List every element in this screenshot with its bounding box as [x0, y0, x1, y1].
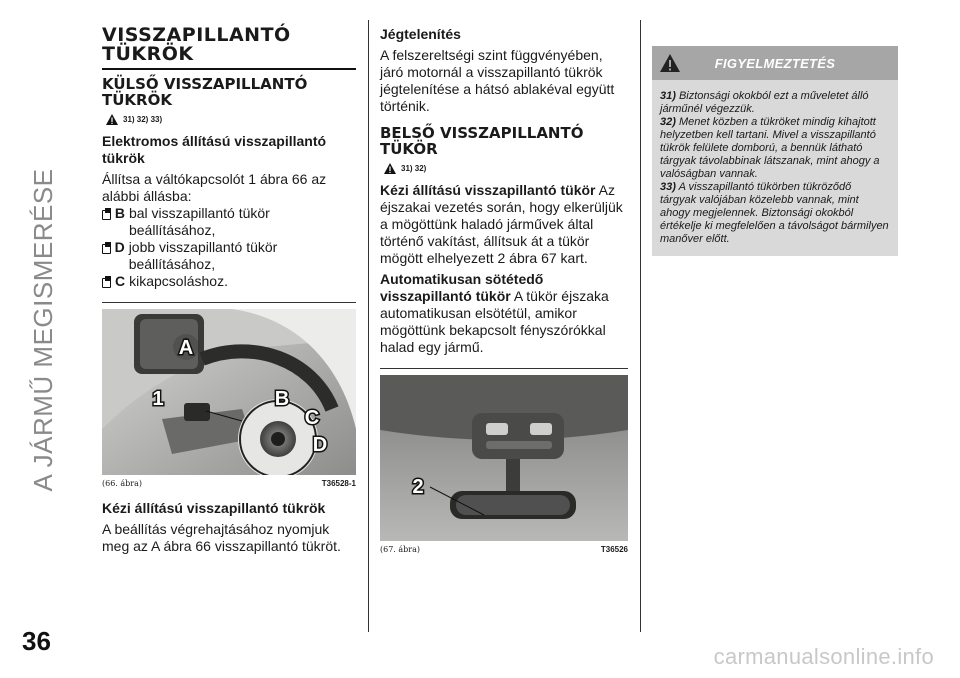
figure-66-photo [102, 309, 356, 475]
square-bullet-icon [102, 242, 111, 253]
figure-label-a: A [178, 337, 194, 359]
side-section-title: A JÁRMŰ MEGISMERÉSE [28, 168, 58, 492]
bullet-item: D jobb visszapillantó tükör beállításához, [102, 239, 356, 273]
figure-67-photo [380, 375, 628, 541]
column-divider-1 [368, 20, 369, 632]
section-title-defrost: Jégtelenítés [380, 26, 461, 42]
warning-box-body [652, 80, 898, 256]
warning-triangle-icon [384, 163, 396, 174]
warning-box-header [652, 46, 898, 80]
figure-label-c: C [304, 407, 320, 429]
warning-item: 33) A visszapillantó tükörben tükröződő tárgyak valójában közelebb vannak, mint ahogy megjelennek. Biztonsági okokból értékelje ki megfelelően a távolságot bármilyen manőver előtt. [660, 181, 889, 245]
warning-title: FIGYELMEZTETÉS [714, 55, 836, 71]
sub-heading-internal-mirror: BELSŐ VISSZAPILLANTÓ TÜKÖR [380, 124, 584, 158]
watermark: carmanualsonline.info [713, 644, 934, 669]
figure-label-b: B [274, 388, 290, 410]
warning-triangle-icon [106, 114, 118, 125]
warning-item: 32) Menet közben a tükröket mindig kihajtott helyzetben kell tartani. Mivel a visszapillantó tükrök felülete domború, a bennük látható tárgyak távolabbinak látszanak, mint ahogy a valóságban vannak. [660, 116, 880, 180]
warning-reference: 31) 32) [384, 163, 628, 174]
column-left [102, 26, 356, 555]
square-bullet-icon [102, 276, 111, 287]
bullet-item: B bal visszapillantó tükör beállításához, [102, 205, 356, 239]
column-divider-2 [640, 20, 641, 632]
figure-label-2: 2 [412, 476, 424, 498]
figure-67-caption: (67. ábra) T36526 [380, 545, 628, 554]
sub-heading-external-mirrors: KÜLSŐ VISSZAPILLANTÓ TÜKRÖK [102, 75, 308, 109]
section-title-electric: Elektromos állítású visszapillantó tükrök [102, 133, 327, 166]
auto-mirror-paragraph: Automatikusan sötétedő visszapillantó tükör A tükör éjszaka automatikusan elsötétül, amikor mögöttünk bekapcsolt fényszórókkal halad egy jármű. [380, 271, 609, 355]
section-title-manual: Kézi állítású visszapillantó tükrök [102, 500, 326, 516]
manual-text: A beállítás végrehajtásához nyomjuk meg az A ábra 66 visszapillantó tükröt. [102, 521, 341, 554]
figure-label-1: 1 [152, 388, 164, 410]
warning-reference: 31) 32) 33) [106, 114, 356, 125]
figure-66-caption: (66. ábra) T36528-1 [102, 479, 356, 488]
square-bullet-icon [102, 208, 111, 219]
page-number: 36 [22, 626, 51, 656]
figure-66 [102, 302, 356, 488]
column-middle [380, 26, 628, 554]
main-heading: VISSZAPILLANTÓ TÜKRÖK [102, 24, 291, 65]
intro-text: Állítsa a váltókapcsolót 1 ábra 66 az alábbi állásba: [102, 171, 327, 204]
defrost-text: A felszereltségi szint függvényében, járó motornál a visszapillantó tükrök jégtelenítése a hátsó ablakéval együtt történik. [380, 47, 615, 114]
manual-mirror-paragraph: Kézi állítású visszapillantó tükör Az éjszakai vezetés során, hogy elkerüljük a mögöttünk haladó járművek által történő vakítást, állítsuk át a tükör mögött elhelyezett 2 ábra 67 kart. [380, 182, 623, 266]
figure-label-d: D [312, 434, 328, 456]
heading-rule [102, 68, 356, 70]
warning-item: 31) Biztonsági okokból ezt a műveletet álló járműnél végezzük. [660, 90, 869, 115]
column-right [652, 46, 898, 256]
bullet-item: C kikapcsoláshoz. [102, 273, 356, 290]
figure-67 [380, 368, 628, 554]
